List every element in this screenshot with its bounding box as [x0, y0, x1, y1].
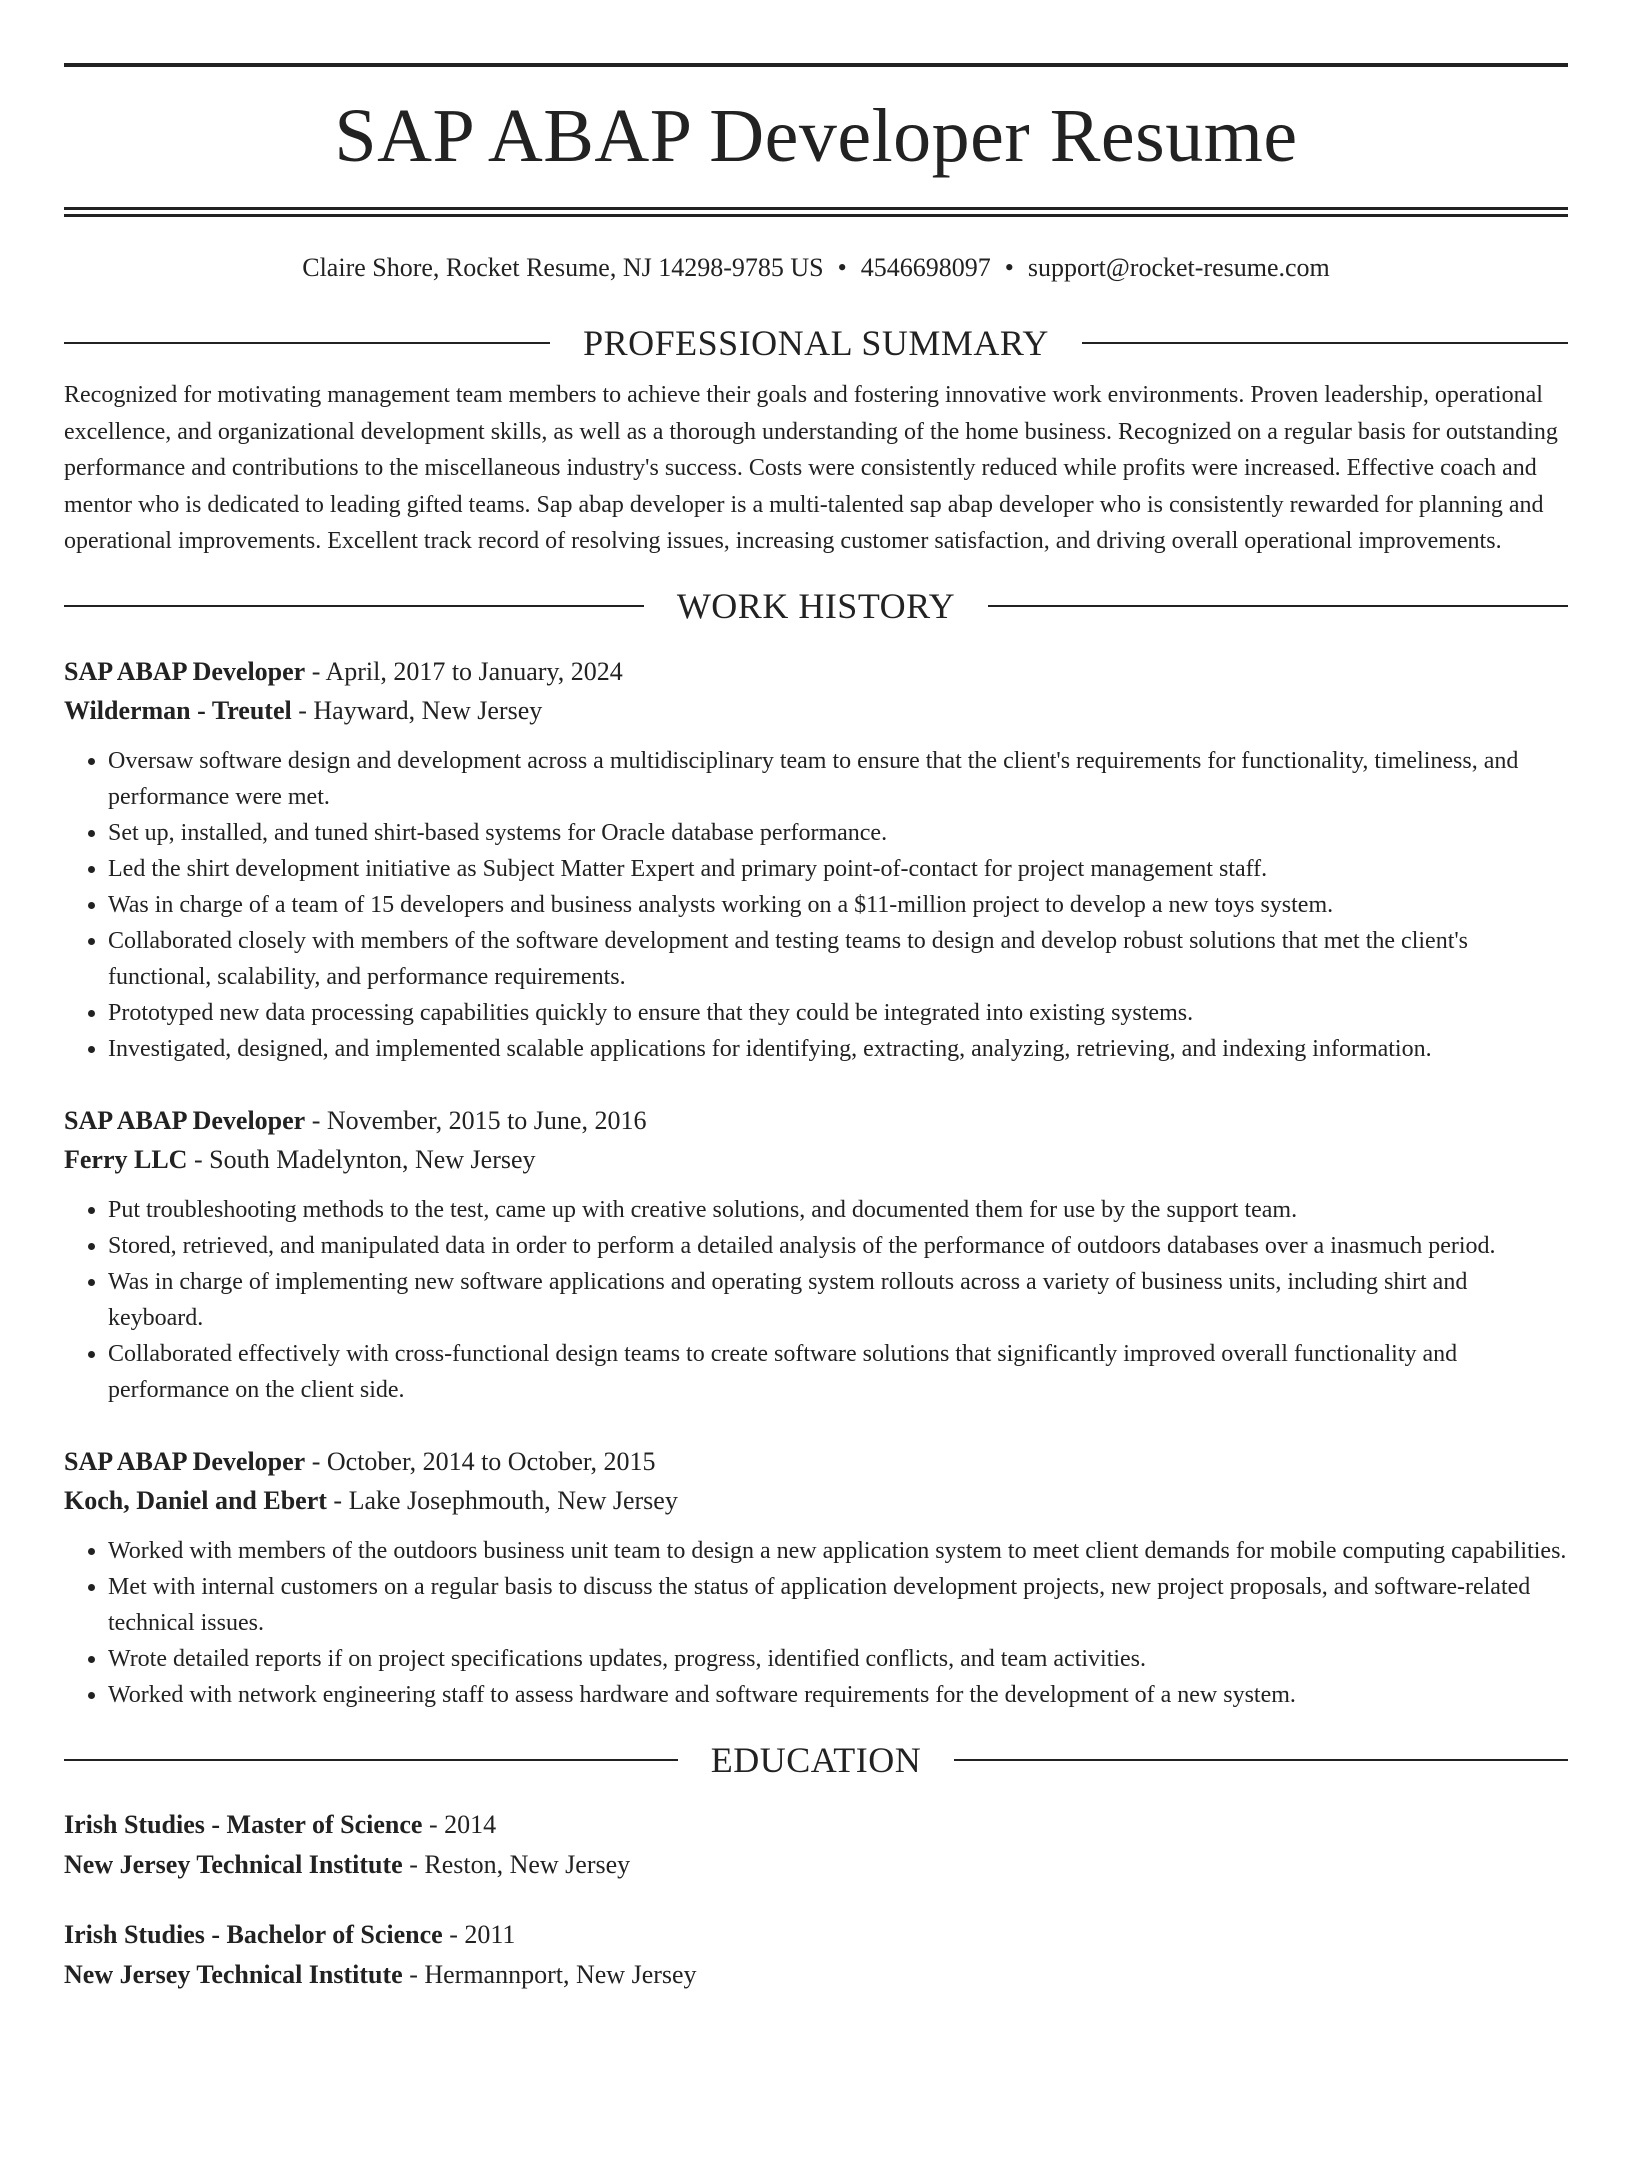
job-bullets [64, 743, 1568, 1067]
contact-separator: • [1004, 253, 1014, 282]
job-company-line [64, 1140, 1568, 1179]
list-item: • Set up, installed, and tuned shirt-based systems for Oracle database performance. [108, 815, 1568, 851]
contact-phone: 4546698097 [860, 253, 991, 282]
heading-rule-right [1082, 342, 1568, 344]
job-company: Ferry LLC [64, 1144, 188, 1174]
list-item: • Wrote detailed reports if on project specifications updates, progress, identified conflicts, and team activities. [108, 1641, 1568, 1677]
education-location: - Reston, New Jersey [402, 1849, 631, 1879]
job-title-line [64, 1442, 1568, 1481]
list-item: • Was in charge of implementing new software applications and operating system rollouts across a variety of business units, including shirt and keyboard. [108, 1264, 1568, 1336]
job-dates: - October, 2014 to October, 2015 [305, 1446, 656, 1476]
list-item: • Investigated, designed, and implemented scalable applications for identifying, extracting, analyzing, retrieving, and indexing information. [108, 1031, 1568, 1067]
list-item: • Worked with members of the outdoors business unit team to design a new application system to meet client demands for mobile computing capabilities. [108, 1533, 1568, 1569]
job-entry [64, 1442, 1568, 1713]
list-item: • Collaborated closely with members of the software development and testing teams to design and develop robust solutions that met the client's functional, scalability, and performance requirements. [108, 923, 1568, 995]
contact-address: Claire Shore, Rocket Resume, NJ 14298-9785 US [302, 253, 824, 282]
heading-rule-left [64, 605, 644, 607]
education-entry [64, 1805, 1568, 1885]
job-company-line [64, 691, 1568, 730]
summary-heading-label: PROFESSIONAL SUMMARY [583, 323, 1049, 363]
education-school-line [64, 1955, 1568, 1995]
education-degree-line [64, 1915, 1568, 1955]
list-item: • Was in charge of a team of 15 developers and business analysts working on a $11-million project to develop a new toys system. [108, 887, 1568, 923]
job-bullets [64, 1533, 1568, 1713]
job-dates: - November, 2015 to June, 2016 [305, 1105, 647, 1135]
education-school-line [64, 1845, 1568, 1885]
list-item: • Oversaw software design and development across a multidisciplinary team to ensure that the client's requirements for functionality, timeliness, and performance were met. [108, 743, 1568, 815]
education-location: - Hermannport, New Jersey [402, 1959, 697, 1989]
list-item: • Prototyped new data processing capabilities quickly to ensure that they could be integrated into existing systems. [108, 995, 1568, 1031]
list-item: • Led the shirt development initiative as Subject Matter Expert and primary point-of-contact for project management staff. [108, 851, 1568, 887]
job-location: - Hayward, New Jersey [291, 695, 543, 725]
job-company: Wilderman - Treutel [64, 695, 292, 725]
heading-rule-left [64, 342, 550, 344]
job-entry [64, 652, 1568, 1067]
list-item: • Met with internal customers on a regular basis to discuss the status of application development projects, new project proposals, and software-related technical issues. [108, 1569, 1568, 1641]
heading-rule-right [988, 605, 1568, 607]
heading-rule-right [954, 1759, 1568, 1761]
education-year: - 2014 [422, 1809, 497, 1839]
job-title: SAP ABAP Developer [64, 656, 306, 686]
title-double-rule [64, 207, 1568, 217]
contact-line [64, 251, 1568, 285]
education-degree: Irish Studies - Master of Science [64, 1809, 423, 1839]
job-entry [64, 1101, 1568, 1408]
job-location: - Lake Josephmouth, New Jersey [326, 1485, 678, 1515]
education-school: New Jersey Technical Institute [64, 1959, 403, 1989]
list-item: • Collaborated effectively with cross-functional design teams to create software solutions that significantly improved overall functionality and performance on the client side. [108, 1336, 1568, 1408]
job-company-line [64, 1481, 1568, 1520]
job-title-line [64, 652, 1568, 691]
education-heading-label: EDUCATION [710, 1739, 922, 1780]
list-item: • Put troubleshooting methods to the test, came up with creative solutions, and documented them for use by the support team. [108, 1192, 1568, 1228]
list-item: • Worked with network engineering staff to assess hardware and software requirements for the development of a new system. [108, 1677, 1568, 1713]
job-title-line [64, 1101, 1568, 1140]
job-location: - South Madelynton, New Jersey [187, 1144, 536, 1174]
list-item: • Stored, retrieved, and manipulated data in order to perform a detailed analysis of the performance of outdoors databases over a inasmuch period. [108, 1228, 1568, 1264]
job-dates: - April, 2017 to January, 2024 [305, 656, 623, 686]
work-section-heading [64, 584, 1568, 628]
education-entry [64, 1915, 1568, 1995]
contact-separator: • [837, 253, 847, 282]
contact-email: support@rocket-resume.com [1027, 253, 1330, 282]
education-school: New Jersey Technical Institute [64, 1849, 403, 1879]
education-year: - 2011 [442, 1919, 516, 1949]
education-section-heading [64, 1738, 1568, 1782]
job-title: SAP ABAP Developer [64, 1105, 306, 1135]
education-degree-line [64, 1805, 1568, 1845]
work-heading-label: WORK HISTORY [676, 585, 956, 626]
job-company: Koch, Daniel and Ebert [64, 1485, 327, 1515]
summary-text: Recognized for motivating management team members to achieve their goals and fostering innovative work environments. Proven leadership, operational excellence, and organizational development skills, as well as a thorough understanding of the home business. Recognized on a regular basis for outstanding performance and contributions to the miscellaneous industry's success. Costs were consistently reduced while profits were increased. Effective coach and mentor who is dedicated to leading gifted teams. Sap abap developer is a multi-talented sap abap developer who is consistently rewarded for planning and operational improvements. Excellent track record of resolving issues, increasing customer satisfaction, and driving overall operational improvements. [64, 382, 1558, 554]
top-rule [64, 63, 1568, 67]
heading-rule-left [64, 1759, 678, 1761]
job-bullets [64, 1192, 1568, 1408]
page-title: SAP ABAP Developer Resume [334, 94, 1298, 178]
job-title: SAP ABAP Developer [64, 1446, 306, 1476]
summary-section-heading [64, 321, 1568, 365]
education-degree: Irish Studies - Bachelor of Science [64, 1919, 443, 1949]
resume-page [0, 63, 1632, 2175]
